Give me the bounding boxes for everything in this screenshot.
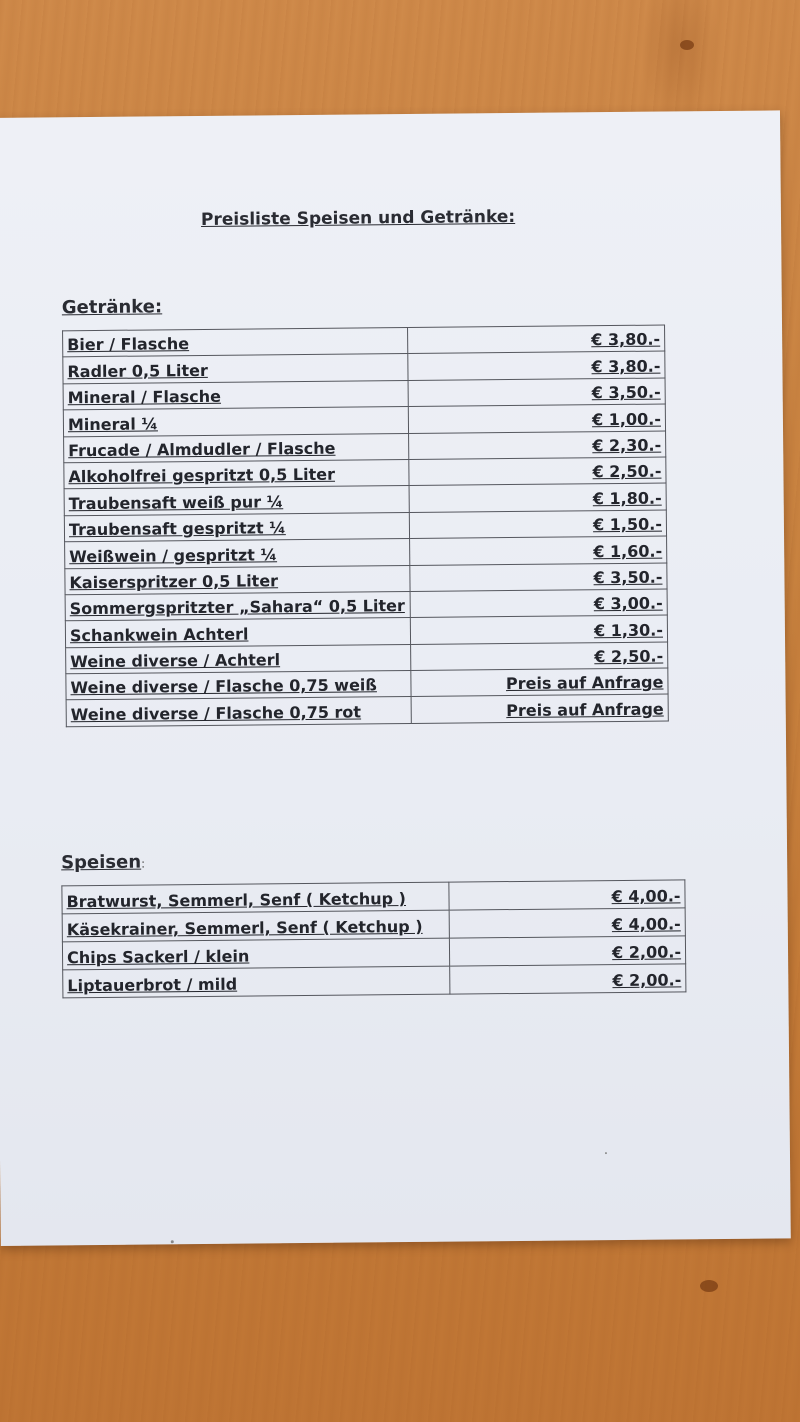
drink-item-price: € 1,00.-	[408, 404, 665, 433]
drink-item-name: Weine diverse / Flasche 0,75 rot	[66, 697, 411, 727]
drink-item-name: Sommergspritzter „Sahara“ 0,5 Liter	[65, 591, 410, 621]
drink-item-price: € 3,50.-	[408, 378, 665, 407]
page-title: Preisliste Speisen und Getränke:	[200, 206, 516, 230]
drink-item-price: € 1,80.-	[409, 483, 666, 512]
food-item-price: € 2,00.-	[450, 964, 686, 994]
drink-item-price: Preis auf Anfrage	[411, 668, 668, 697]
drink-item-name: Mineral ¼	[63, 407, 408, 437]
food-heading	[61, 852, 145, 874]
food-item-price: € 2,00.-	[449, 936, 685, 966]
food-heading-colon: :	[141, 856, 146, 871]
drink-item-price: € 3,00.-	[410, 589, 667, 618]
drink-item-name: Weißwein / gespritzt ¼	[65, 539, 410, 569]
wood-knot	[680, 40, 694, 50]
drink-item-name: Traubensaft weiß pur ¼	[64, 486, 409, 516]
food-table-body	[62, 880, 686, 998]
paper-speck	[171, 1240, 174, 1243]
drink-item-name: Traubensaft gespritzt ¼	[64, 512, 409, 542]
food-item-name: Chips Sackerl / klein	[62, 938, 449, 970]
drink-item-name: Mineral / Flasche	[63, 380, 408, 410]
drinks-table	[62, 325, 669, 728]
drink-item-name: Kaiserspritzer 0,5 Liter	[65, 565, 410, 595]
drink-item-name: Schankwein Achterl	[65, 618, 410, 648]
drink-item-price: € 2,50.-	[409, 457, 666, 486]
drink-item-price: € 1,50.-	[409, 510, 666, 539]
drinks-table-body	[63, 325, 669, 727]
wood-knot	[700, 1280, 718, 1292]
drink-item-price: Preis auf Anfrage	[411, 694, 668, 723]
drinks-heading: Getränke:	[61, 296, 163, 319]
drink-item-price: € 2,50.-	[411, 642, 668, 671]
food-item-name: Liptauerbrot / mild	[63, 966, 450, 998]
drink-item-price: € 2,30.-	[409, 431, 666, 460]
drink-item-name: Weine diverse / Achterl	[66, 644, 411, 674]
drink-item-price: € 3,50.-	[410, 563, 667, 592]
drink-item-name: Frucade / Almdudler / Flasche	[64, 433, 409, 463]
drink-item-name: Weine diverse / Flasche 0,75 weiß	[66, 671, 411, 701]
food-item-name: Bratwurst, Semmerl, Senf ( Ketchup )	[62, 882, 449, 914]
drink-item-price: € 3,80.-	[408, 351, 665, 380]
food-item-price: € 4,00.-	[449, 908, 685, 938]
drink-item-name: Radler 0,5 Liter	[63, 354, 408, 384]
food-heading-text: Speisen	[61, 851, 142, 874]
food-item-price: € 4,00.-	[449, 880, 685, 910]
drink-item-name: Alkoholfrei gespritzt 0,5 Liter	[64, 459, 409, 489]
drink-row	[66, 694, 668, 726]
drink-item-price: € 1,30.-	[410, 615, 667, 644]
drink-item-price: € 1,60.-	[410, 536, 667, 565]
paper-speck	[605, 1152, 607, 1154]
drink-item-name: Bier / Flasche	[63, 328, 408, 358]
food-table	[61, 879, 686, 998]
price-list-sheet	[0, 110, 791, 1246]
food-item-name: Käsekrainer, Semmerl, Senf ( Ketchup )	[62, 910, 449, 942]
drink-item-price: € 3,80.-	[408, 325, 665, 354]
food-row	[63, 964, 686, 998]
